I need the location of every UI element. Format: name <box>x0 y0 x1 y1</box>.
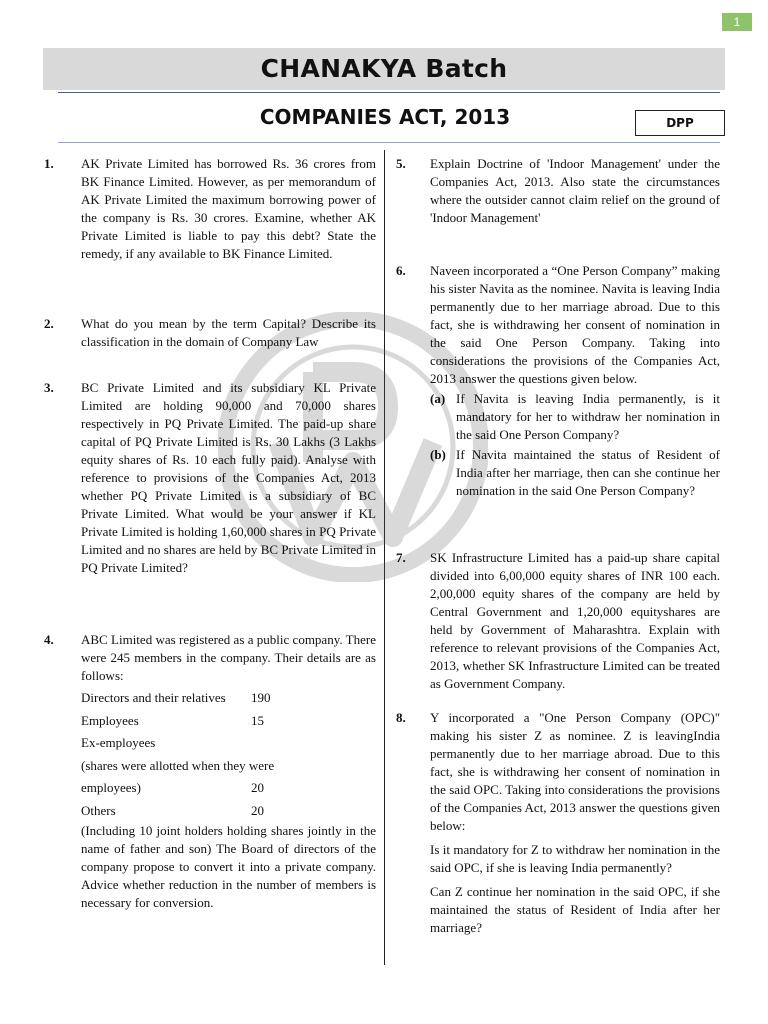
question-number: 1. <box>44 156 54 171</box>
member-table <box>81 687 376 822</box>
question-number: 4. <box>44 632 54 647</box>
question-number: 6. <box>396 263 406 278</box>
question-number: 2. <box>44 316 54 331</box>
question-text: Y incorporated a "One Person Company (OPC)" making his sister Z as nominee. Z is leavingIndia permanently due to her marriage abroad. Due to this fact, she is withdrawing her consent of nomination in the said OPC. Taking into considerations the provisions of the Companies Act, 2013 answer the questions given below: Is it mandatory for Z to withdraw her nomination in the said OPC, if she is leaving India permanently? Can Z continue her nomination in the said OPC, if she maintained the status of Resident of India after her marriage? <box>430 710 720 935</box>
page-title: CHANAKYA Batch <box>260 54 508 83</box>
question-number: 3. <box>44 380 54 395</box>
question-number: 7. <box>396 550 406 565</box>
table-row: Directors and their relatives 190 <box>81 690 271 705</box>
question-text: What do you mean by the term Capital? Describe its classification in the domain of Company Law <box>81 316 376 349</box>
table-row: (shares were allotted when they were <box>81 757 275 773</box>
sub-question-a: (a) If Navita is leaving India permanently, is it mandatory for her to withdraw her nomination in the said One Person Company? <box>430 391 720 442</box>
title-banner <box>43 48 725 90</box>
dpp-badge: DPP <box>635 110 725 136</box>
sub-question-b: (b) If Navita maintained the status of Resident of India after her marriage, then can she continue her nomination in the said One Person Company? <box>430 447 720 498</box>
sub-question-2: Can Z continue her nomination in the said OPC, if she maintained the status of Resident of India after her marriage? <box>430 884 720 935</box>
page-number: 1 <box>722 13 752 31</box>
sub-question-1: Is it mandatory for Z to withdraw her nomination in the said OPC, if she is leaving India permanently? <box>430 842 720 875</box>
question-text: Naveen incorporated a “One Person Company” making his sister Navita as the nominee. Navita is leaving India permanently due to her marriage abroad. Due to this fact, she is withdrawing her consent of nomination in the said One Person Company. Taking into considerations the provisions of the Companies Act, 2013 answer the questions given below. (a) If Navita is leaving India permanently, is it mandatory for her to withdraw her nomination in the said One Person Company? (b) If Navita maintained the status of Resident of India after her marriage, then can she continue her nomination in the said One Person Company? <box>430 263 720 498</box>
question-text: SK Infrastructure Limited has a paid-up share capital divided into 6,00,000 equity shares of INR 100 each. 2,00,000 equity shares of the company are held by Central Government and 1,20,000 equityshares are held by Government of Maharashtra. Explain with reference to relevant provisions of the Companies Act, 2013, whether SK Infrastructure Limited can be treated as Government Company. <box>430 550 720 691</box>
table-row: Others 20 <box>81 802 264 818</box>
question-text: AK Private Limited has borrowed Rs. 36 crores from BK Finance Limited. However, as per memorandum of AK Private Limited the maximum borrowing power of the company is Rs. 30 crores. Examine, whether AK Private Limited is liable to pay this debt? State the remedy, if any available to BK Finance Limited. <box>81 156 376 261</box>
question-number: 8. <box>396 710 406 725</box>
question-intro: ABC Limited was registered as a public company. There were 245 members in the company. Their details are as follows: <box>81 632 376 683</box>
question-outro: (Including 10 joint holders holding shares jointly in the name of father and son) The Board of directors of the company propose to convert it into a private company. Advice whether reduction in the number of members is necessary for conversion. <box>81 823 376 910</box>
table-row: Ex-employees <box>81 735 156 750</box>
title-rule <box>58 92 720 93</box>
table-row: employees) 20 <box>81 780 264 795</box>
question-text: BC Private Limited and its subsidiary KL Private Limited are holding 90,000 and 70,000 shares respectively in PQ Private Limited. The paid-up share capital of PQ Private Limited is Rs. 30 Lakhs (3 Lakhs equity shares of Rs. 10 each fully paid). Analyse with reference to provisions of the Companies Act, 2013 whether PQ Private Limited is a subsidiary of BC Private Limited. What would be your answer if KL Private Limited is holding 1,60,000 shares in PQ Private Limited and no shares are held by BC Private Limited in PQ Private Limited? <box>81 380 376 575</box>
page-subtitle: COMPANIES ACT, 2013 <box>259 105 511 129</box>
question-text: Explain Doctrine of 'Indoor Management' under the Companies Act, 2013. Also state the circumstances where the outsider cannot claim relief on the ground of 'Indoor Management' <box>430 156 720 225</box>
header-rule <box>58 142 720 143</box>
question-number: 5. <box>396 156 406 171</box>
table-row: Employees 15 <box>81 712 264 728</box>
question-text <box>81 631 376 912</box>
